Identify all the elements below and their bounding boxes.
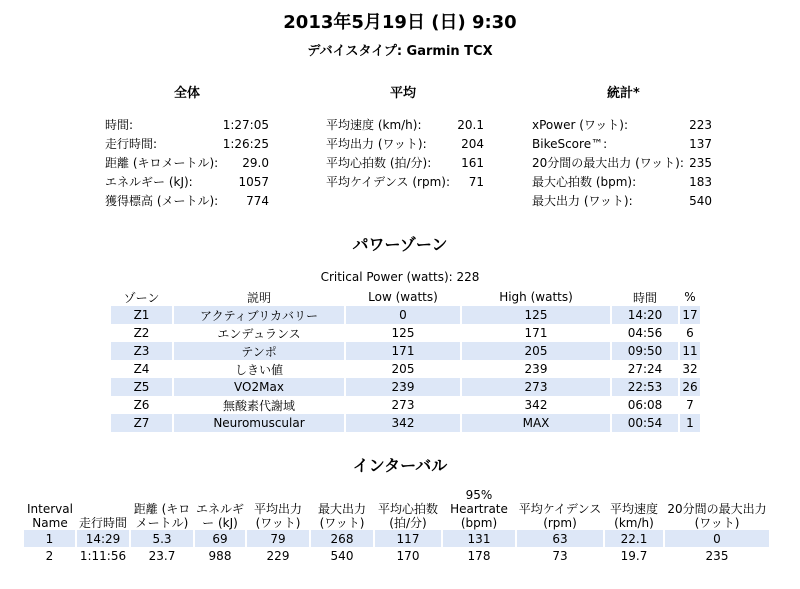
average-row (326, 115, 484, 134)
interval-header: 平均心拍数 (拍/分) (377, 502, 438, 530)
overall-label: 時間: (105, 118, 134, 132)
zone-row (111, 378, 701, 396)
zone-cell: Z5 (111, 378, 173, 396)
zone-cell: 273 (461, 378, 611, 396)
zone-cell: 09:50 (611, 342, 679, 360)
average-title: 平均 (390, 86, 417, 101)
zone-cell: 04:56 (611, 324, 679, 342)
zone-header: Low (watts) (345, 288, 461, 306)
zone-cell: 7 (679, 396, 701, 414)
overall-label: 走行時間: (105, 137, 158, 151)
interval-cell: 63 (516, 530, 604, 547)
zone-cell: 239 (461, 360, 611, 378)
stats-label: 最大心拍数 (bpm): (532, 175, 637, 189)
interval-cell: 1:11:56 (76, 547, 130, 564)
interval-cell: 235 (664, 547, 770, 564)
interval-cell: 540 (310, 547, 374, 564)
interval-header: 20分間の最大出力 (ワット) (667, 502, 767, 530)
interval-cell: 117 (374, 530, 442, 547)
zone-cell: Z4 (111, 360, 173, 378)
zone-cell: 342 (345, 414, 461, 432)
zone-cell: アクティブリカバリー (173, 306, 345, 324)
interval-cell: 1 (24, 530, 76, 547)
stats-title: 統計* (607, 86, 640, 101)
interval-cell: 268 (310, 530, 374, 547)
zone-cell: 6 (679, 324, 701, 342)
overall-value: 1:27:05 (222, 117, 269, 132)
interval-header: 平均速度 (km/h) (609, 502, 658, 530)
zone-cell: 125 (345, 324, 461, 342)
interval-cell: 19.7 (604, 547, 664, 564)
interval-cell: 2 (24, 547, 76, 564)
overall-row (105, 134, 269, 153)
average-table (326, 115, 484, 191)
interval-header: Interval Name (27, 502, 73, 530)
zone-cell: 11 (679, 342, 701, 360)
zone-cell: 32 (679, 360, 701, 378)
zone-cell: 17 (679, 306, 701, 324)
intervals-table (24, 488, 771, 564)
zone-cell: 26 (679, 378, 701, 396)
zone-cell: エンデュランス (173, 324, 345, 342)
overall-value: 1:26:25 (222, 136, 269, 151)
zone-row (111, 414, 701, 432)
interval-cell: 73 (516, 547, 604, 564)
zone-cell: Z3 (111, 342, 173, 360)
overall-value: 774 (246, 193, 269, 208)
zone-cell: MAX (461, 414, 611, 432)
interval-cell: 988 (194, 547, 246, 564)
zone-cell: 171 (345, 342, 461, 360)
average-value: 161 (461, 155, 484, 170)
overall-table (105, 115, 269, 210)
zone-cell: 205 (345, 360, 461, 378)
zone-cell: テンポ (173, 342, 345, 360)
interval-cell: 5.3 (130, 530, 194, 547)
interval-cell: 14:29 (76, 530, 130, 547)
zone-header: 時間 (611, 288, 679, 306)
zone-row (111, 396, 701, 414)
average-label: 平均心拍数 (拍/分): (326, 156, 432, 170)
interval-cell: 178 (442, 547, 516, 564)
interval-header: 距離 (キロメートル) (133, 502, 191, 530)
interval-row (24, 530, 770, 547)
average-row (326, 153, 484, 172)
zone-cell: Z6 (111, 396, 173, 414)
power-zones-title: パワーゾーン (352, 235, 448, 254)
stats-value: 223 (689, 117, 712, 132)
interval-cell: 23.7 (130, 547, 194, 564)
average-row (326, 172, 484, 191)
zone-row (111, 324, 701, 342)
zone-cell: 06:08 (611, 396, 679, 414)
overall-row (105, 191, 269, 210)
interval-header: 平均ケイデンス (rpm) (518, 502, 602, 530)
overall-value: 29.0 (242, 155, 269, 170)
overall-label: 距離 (キロメートル): (105, 156, 219, 170)
zone-cell: 239 (345, 378, 461, 396)
stats-table (532, 115, 712, 210)
stats-value: 183 (689, 174, 712, 189)
page-title: 2013年5月19日 (日) 9:30 (283, 12, 517, 33)
average-value: 71 (468, 174, 484, 189)
zone-cell: 171 (461, 324, 611, 342)
zone-cell: 1 (679, 414, 701, 432)
interval-cell: 79 (246, 530, 310, 547)
overall-row (105, 153, 269, 172)
overall-label: エネルギー (kJ): (105, 175, 193, 189)
average-row (326, 134, 484, 153)
zone-cell: Z1 (111, 306, 173, 324)
overall-value: 1057 (238, 174, 269, 189)
critical-power: Critical Power (watts): 228 (320, 270, 480, 284)
stats-value: 235 (689, 155, 712, 170)
stats-label: 20分間の最大出力 (ワット): (532, 156, 684, 170)
interval-cell: 22.1 (604, 530, 664, 547)
zone-cell: 22:53 (611, 378, 679, 396)
stats-row (532, 134, 712, 153)
zone-cell: しきい値 (173, 360, 345, 378)
zone-cell: 125 (461, 306, 611, 324)
zone-cell: 27:24 (611, 360, 679, 378)
interval-header: 走行時間 (78, 516, 127, 530)
zone-cell: 342 (461, 396, 611, 414)
interval-header: 平均出力 (ワット) (253, 502, 302, 530)
zone-header: ゾーン (111, 288, 173, 306)
stats-row (532, 153, 712, 172)
stats-row (532, 191, 712, 210)
zone-cell: 14:20 (611, 306, 679, 324)
average-label: 平均速度 (km/h): (326, 118, 422, 132)
zone-cell: 0 (345, 306, 461, 324)
overall-title: 全体 (174, 86, 201, 101)
stats-row (532, 172, 712, 191)
interval-cell: 229 (246, 547, 310, 564)
stats-value: 540 (689, 193, 712, 208)
zone-header: % (679, 288, 701, 306)
zone-cell: Z7 (111, 414, 173, 432)
power-zones-table (111, 288, 702, 432)
zone-cell: 273 (345, 396, 461, 414)
zone-row (111, 360, 701, 378)
stats-label: BikeScore™: (532, 136, 608, 151)
interval-cell: 131 (442, 530, 516, 547)
overall-row (105, 172, 269, 191)
stats-value: 137 (689, 136, 712, 151)
zone-cell: Neuromuscular (173, 414, 345, 432)
zone-row (111, 306, 701, 324)
interval-cell: 170 (374, 547, 442, 564)
stats-label: xPower (ワット): (532, 118, 629, 132)
interval-header: 最大出力 (ワット) (317, 502, 366, 530)
stats-label: 最大出力 (ワット): (532, 194, 633, 208)
zone-cell: Z2 (111, 324, 173, 342)
overall-row (105, 115, 269, 134)
intervals-title: インターバル (352, 456, 448, 475)
average-label: 平均ケイデンス (rpm): (326, 175, 451, 189)
zone-cell: 00:54 (611, 414, 679, 432)
interval-cell: 0 (664, 530, 770, 547)
zone-header: High (watts) (461, 288, 611, 306)
stats-row (532, 115, 712, 134)
device-type: デバイスタイプ: Garmin TCX (307, 44, 493, 59)
interval-header: 95% Heartrate (bpm) (450, 488, 508, 530)
average-label: 平均出力 (ワット): (326, 137, 427, 151)
interval-row (24, 547, 770, 564)
zone-cell: VO2Max (173, 378, 345, 396)
average-value: 204 (461, 136, 484, 151)
zone-row (111, 342, 701, 360)
interval-header: エネルギー (kJ) (196, 502, 245, 530)
average-value: 20.1 (457, 117, 484, 132)
zone-cell: 無酸素代謝域 (173, 396, 345, 414)
zone-header: 説明 (173, 288, 345, 306)
interval-cell: 69 (194, 530, 246, 547)
overall-label: 獲得標高 (メートル): (105, 194, 219, 208)
zone-cell: 205 (461, 342, 611, 360)
